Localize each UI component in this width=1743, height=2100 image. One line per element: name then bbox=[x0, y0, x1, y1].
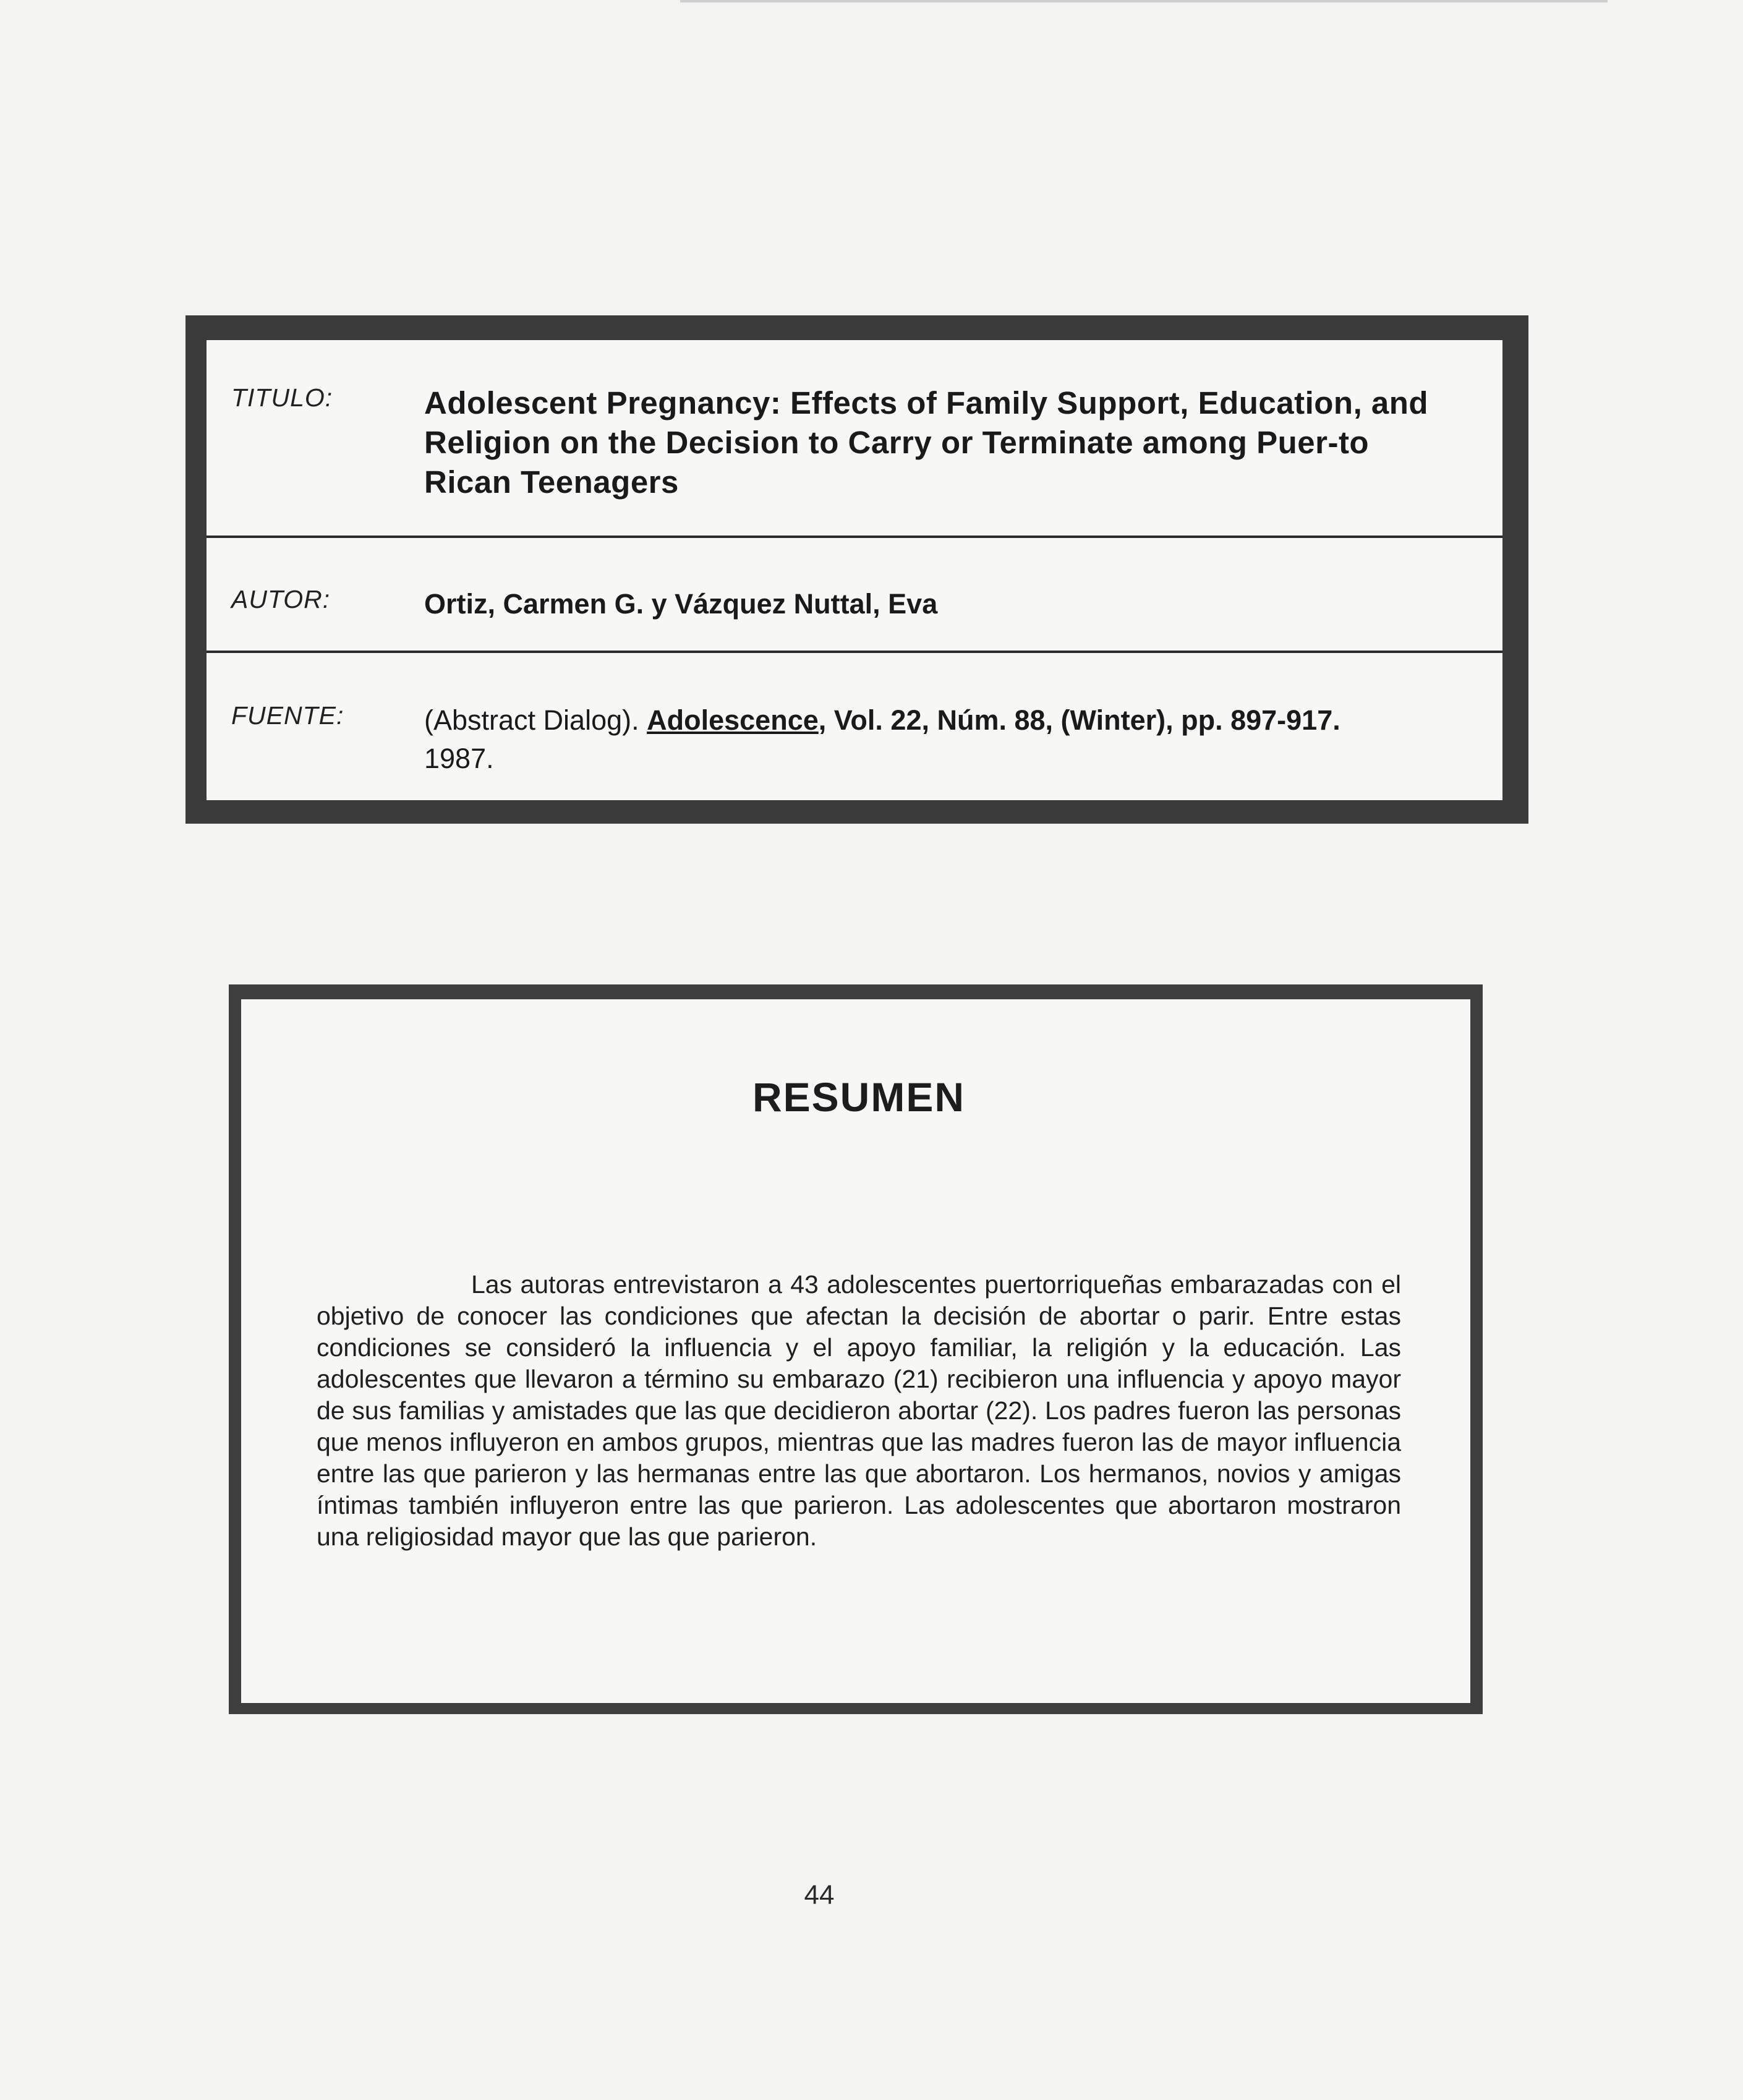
source-value bbox=[424, 701, 1502, 800]
source-row bbox=[207, 653, 1502, 800]
source-journal: Adolescence bbox=[647, 704, 819, 736]
reference-card bbox=[185, 315, 1528, 824]
author-value: Ortiz, Carmen G. y Vázquez Nuttal, Eva bbox=[424, 588, 938, 620]
resumen-card-inner bbox=[241, 999, 1470, 1703]
page-number: 44 bbox=[804, 1880, 835, 1910]
source-label: FUENTE: bbox=[231, 701, 344, 730]
author-row bbox=[207, 538, 1502, 653]
page-top-edge bbox=[680, 0, 1608, 2]
source-year: 1987. bbox=[424, 743, 494, 774]
source-details: , Vol. 22, Núm. 88, (Winter), pp. 897-917. bbox=[818, 704, 1340, 736]
source-prefix: (Abstract Dialog). bbox=[424, 704, 647, 736]
resumen-card bbox=[229, 984, 1483, 1714]
author-label: AUTOR: bbox=[231, 585, 331, 613]
title-value: Adolescent Pregnancy: Effects of Family Support, Education, and Religion on the Decision to Carry or Terminate among Puer-to Rican Teenagers bbox=[424, 385, 1429, 500]
title-label: TITULO: bbox=[231, 383, 333, 412]
resumen-body: Las autoras entrevistaron a 43 adolescentes puertorriqueñas embarazadas con el objetivo de conocer las condiciones que afectan la decisión de abortar o parir. Entre estas condiciones se consideró la influencia y el apoyo familiar, la religión y la educación. Las adolescentes que llevaron a término su embarazo (21) recibieron una influencia y apoyo mayor de sus familias y amistades que las que decidieron abortar (22). Los padres fueron las personas que menos influyeron en ambos grupos, mientras que las madres fueron las de mayor influencia entre las que parieron y las hermanas entre las que abortaron. Los hermanos, novios y amigas íntimas también influyeron entre las que parieron. Las adolescentes que abortaron mostraron una religiosidad mayor que las que parieron. bbox=[317, 1270, 1401, 1551]
title-row bbox=[207, 340, 1502, 538]
resumen-heading: RESUMEN bbox=[752, 1074, 966, 1120]
reference-card-inner bbox=[207, 340, 1502, 800]
